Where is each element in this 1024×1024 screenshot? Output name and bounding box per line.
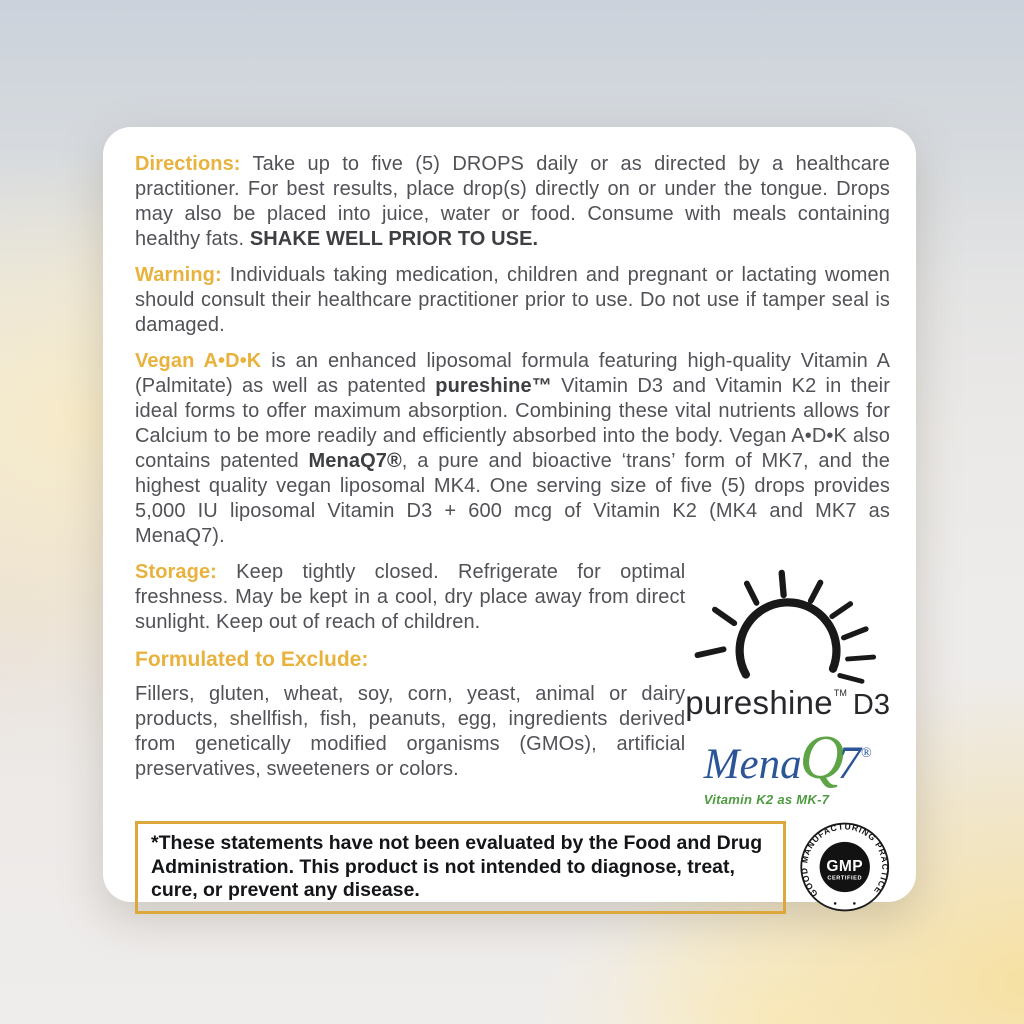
pureshine-tm-mark: TM	[833, 688, 847, 698]
vegan-adk-heading: Vegan A•D•K	[135, 350, 262, 372]
sun-icon	[690, 568, 885, 690]
gmp-ring-text: GOOD MANUFACTURING PRACTICE	[798, 821, 890, 900]
pureshine-name: pureshine	[685, 684, 833, 721]
pureshine-wordmark	[685, 684, 890, 722]
directions-body: Take up to five (5) DROPS daily or as directed by a healthcare practitioner. For best results, place drop(s) directly on or under the tongue. Drops may also be placed into juice, water or food. Consume with meals containing healthy fats.	[135, 153, 890, 250]
lower-two-column-area	[135, 560, 890, 807]
warning-heading: Warning:	[135, 264, 222, 286]
menaq7-wordmark	[703, 724, 872, 792]
gmp-center-text: GMP	[825, 858, 863, 876]
description-seg2: Vitamin D3 and Vitamin K2 in their ideal forms to offer maximum absorption. Combining these vital nutrients allows for Calcium to be more readily and efficiently absorbed into the body. Vegan A•D•K also contains patented	[135, 375, 890, 472]
storage-heading: Storage:	[135, 561, 217, 583]
logo-column	[685, 560, 890, 807]
gmp-certified-text: CERTIFIED	[826, 875, 862, 882]
shake-well-bold-text: SHAKE WELL PRIOR TO USE.	[249, 228, 539, 250]
storage-paragraph	[135, 560, 685, 635]
description-seg3: , a pure and bioactive ‘trans’ form of MK7, and the highest quality vegan liposomal MK4. One serving size of five (5) drops provides 5,000 IU liposomal Vitamin D3 + 600 mcg of Vitamin K2 (MK4 and MK7 as MenaQ7).	[135, 450, 890, 547]
menaq7-mena-text: Mena	[703, 741, 802, 788]
description-seg1: is an enhanced liposomal formula featuring high-quality Vitamin A (Palmitate) as well as patented	[135, 350, 891, 397]
menaq7-subtitle: Vitamin K2 as MK-7	[703, 792, 830, 807]
warning-paragraph	[135, 263, 890, 338]
menaq7-logo	[703, 724, 872, 807]
pureshine-bold-text: pureshine™	[435, 375, 552, 397]
bottom-row	[135, 821, 890, 914]
formulated-to-exclude-heading: Formulated to Exclude:	[135, 648, 369, 671]
warning-body: Individuals taking medication, children and pregnant or lactating women should consult their healthcare practitioner prior to use. Do not use if tamper seal is damaged.	[135, 264, 890, 336]
label-card	[103, 127, 916, 902]
gmp-ring-dot-left	[833, 902, 836, 905]
gmp-certified-badge	[799, 821, 890, 913]
pureshine-logo	[685, 568, 890, 722]
menaq7-q-glyph: Q	[799, 724, 845, 792]
pureshine-d3-text: D3	[852, 689, 890, 721]
storage-body: Keep tightly closed. Refrigerate for optimal freshness. May be kept in a cool, dry place away from direct sunlight. Keep out of reach of children.	[135, 561, 686, 633]
gmp-ring-dot-right	[853, 902, 856, 905]
description-paragraph	[135, 349, 890, 549]
fda-disclaimer-box: *These statements have not been evaluated by the Food and Drug Administration. This product is not intended to diagnose, treat, cure, or prevent any disease.	[135, 821, 786, 914]
lower-left-column	[135, 560, 685, 807]
menaq7-seven-text: 7	[837, 737, 861, 789]
menaq7-registered-mark: ®	[860, 746, 872, 761]
directions-paragraph	[135, 152, 890, 252]
formulated-to-exclude-body: Fillers, gluten, wheat, soy, corn, yeast, animal or dairy products, shellfish, fish, peanuts, egg, ingredients derived from genetically modified organisms (GMOs), artificial preservatives, sweeteners or colors.	[135, 683, 686, 780]
menaq7-bold-text: MenaQ7®	[308, 450, 402, 472]
directions-heading: Directions:	[135, 153, 241, 175]
